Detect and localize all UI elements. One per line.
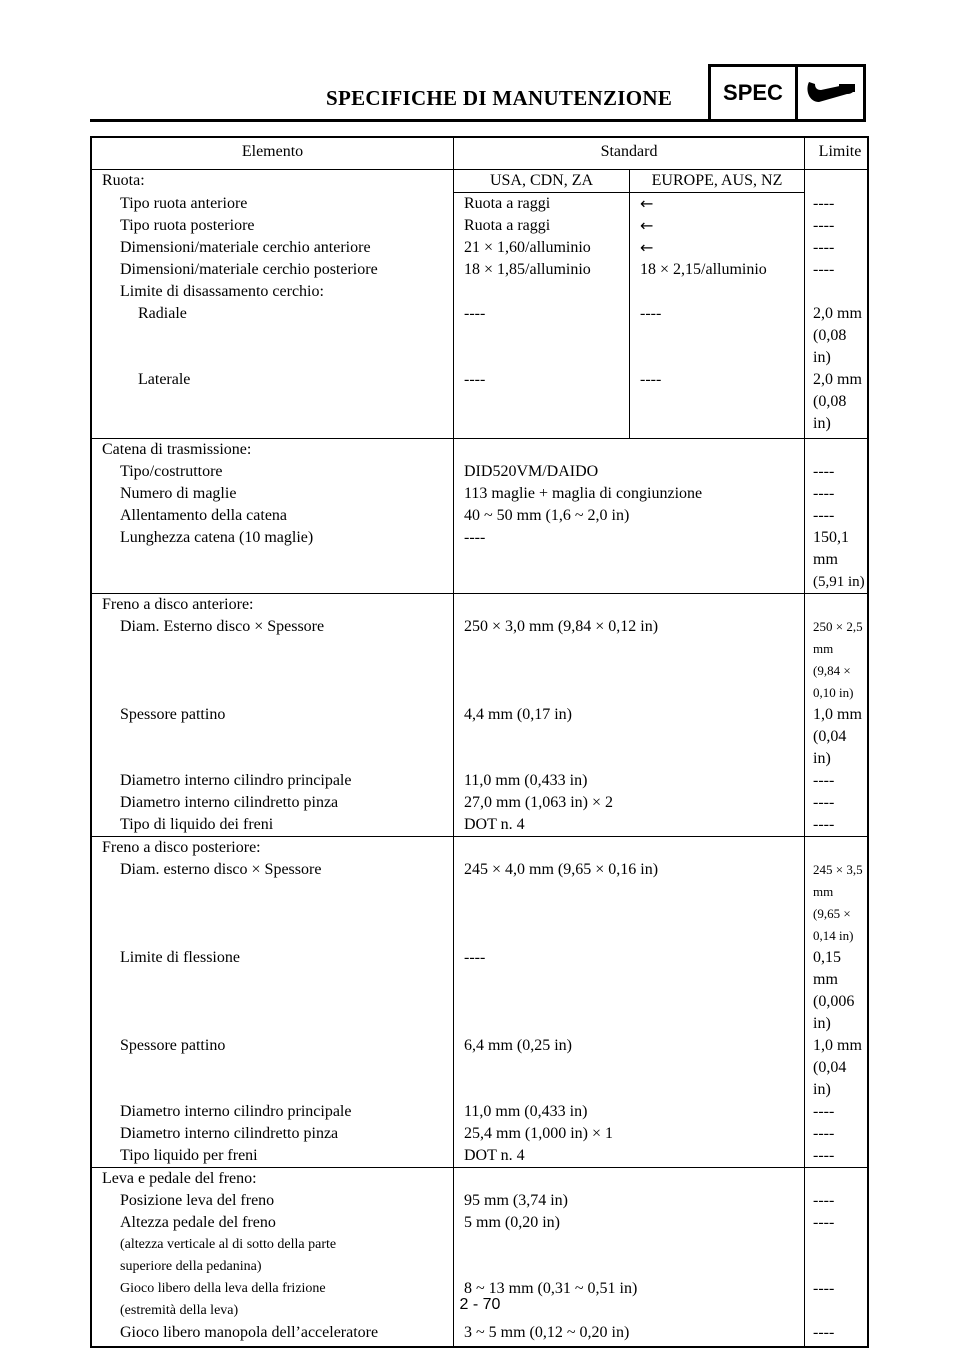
section-title: Freno a disco anteriore: bbox=[91, 594, 454, 617]
table-row: Altezza pedale del freno (altezza verticale al di sotto della parte superiore della pedanina) 5 mm (0,20 in) ---- bbox=[91, 1212, 868, 1278]
spec-table bbox=[90, 136, 869, 1348]
table-row: Tipo liquido per freni DOT n. 4 ---- bbox=[91, 1145, 868, 1168]
table-row bbox=[91, 170, 868, 193]
table-row bbox=[91, 1168, 868, 1191]
region-1: USA, CDN, ZA bbox=[454, 170, 630, 193]
table-row: Lunghezza catena (10 maglie) ---- 150,1 mm (5,91 in) bbox=[91, 527, 868, 594]
table-row: Dimensioni/materiale cerchio anteriore 21 × 1,60/alluminio ← ---- bbox=[91, 237, 868, 259]
table-row bbox=[91, 594, 868, 617]
table-row: Limite di disassamento cerchio: bbox=[91, 281, 868, 303]
table-row: Tipo di liquido dei freni DOT n. 4 ---- bbox=[91, 814, 868, 837]
table-row: Diam. Esterno disco × Spessore 250 × 3,0 mm (9,84 × 0,12 in) 250 × 2,5 mm (9,84 × 0,10 in) bbox=[91, 616, 868, 704]
page-title: SPECIFICHE DI MANUTENZIONE bbox=[326, 86, 673, 110]
spec-badge bbox=[708, 64, 866, 122]
table-row: Diametro interno cilindretto pinza 25,4 mm (1,000 in) × 1 ---- bbox=[91, 1123, 868, 1145]
table-row: Gioco libero della leva della frizione (estremità della leva) 8 ~ 13 mm (0,31 ~ 0,51 in) ---- bbox=[91, 1278, 868, 1322]
header-rule bbox=[90, 119, 708, 122]
section-title: Ruota: bbox=[91, 170, 454, 193]
header-limite: Limite bbox=[805, 137, 869, 170]
table-row: Diam. esterno disco × Spessore 245 × 4,0 mm (9,65 × 0,16 in) 245 × 3,5 mm (9,65 × 0,14 in) bbox=[91, 859, 868, 947]
table-row: Laterale ---- ---- 2,0 mm (0,08 in) bbox=[91, 369, 868, 439]
table-row: Gioco libero manopola dell’acceleratore 3 ~ 5 mm (0,12 ~ 0,20 in) ---- bbox=[91, 1322, 868, 1347]
section-title: Leva e pedale del freno: bbox=[91, 1168, 454, 1191]
table-row: Tipo/costruttore DID520VM/DAIDO ---- bbox=[91, 461, 868, 483]
spec-badge-label: SPEC bbox=[711, 67, 798, 119]
section-title: Catena di trasmissione: bbox=[91, 439, 454, 462]
table-row: Limite di flessione ---- 0,15 mm (0,006 in) bbox=[91, 947, 868, 1035]
header-elemento: Elemento bbox=[91, 137, 454, 170]
table-row: Posizione leva del freno 95 mm (3,74 in) ---- bbox=[91, 1190, 868, 1212]
table-row: Diametro interno cilindro principale 11,0 mm (0,433 in) ---- bbox=[91, 1101, 868, 1123]
page-number: 2 - 70 bbox=[459, 1296, 501, 1313]
table-row: Spessore pattino 6,4 mm (0,25 in) 1,0 mm (0,04 in) bbox=[91, 1035, 868, 1101]
table-row: Numero di maglie 113 maglie + maglia di congiunzione ---- bbox=[91, 483, 868, 505]
table-row: Dimensioni/materiale cerchio posteriore 18 × 1,85/alluminio 18 × 2,15/alluminio ---- bbox=[91, 259, 868, 281]
region-2: EUROPE, AUS, NZ bbox=[630, 170, 805, 193]
table-row: Tipo ruota anteriore Ruota a raggi ← ---- bbox=[91, 193, 868, 216]
table-row: Allentamento della catena 40 ~ 50 mm (1,6 ~ 2,0 in) ---- bbox=[91, 505, 868, 527]
table-header-row bbox=[91, 137, 868, 170]
section-title: Freno a disco posteriore: bbox=[91, 837, 454, 860]
table-row bbox=[91, 439, 868, 462]
table-row: Diametro interno cilindretto pinza 27,0 mm (1,063 in) × 2 ---- bbox=[91, 792, 868, 814]
table-row: Spessore pattino 4,4 mm (0,17 in) 1,0 mm (0,04 in) bbox=[91, 704, 868, 770]
table-row: Radiale ---- ---- 2,0 mm (0,08 in) bbox=[91, 303, 868, 369]
table-row: Tipo ruota posteriore Ruota a raggi ← ---- bbox=[91, 215, 868, 237]
header-standard: Standard bbox=[454, 137, 805, 170]
wrench-icon bbox=[798, 67, 863, 119]
table-row bbox=[91, 837, 868, 860]
table-row: Diametro interno cilindro principale 11,0 mm (0,433 in) ---- bbox=[91, 770, 868, 792]
